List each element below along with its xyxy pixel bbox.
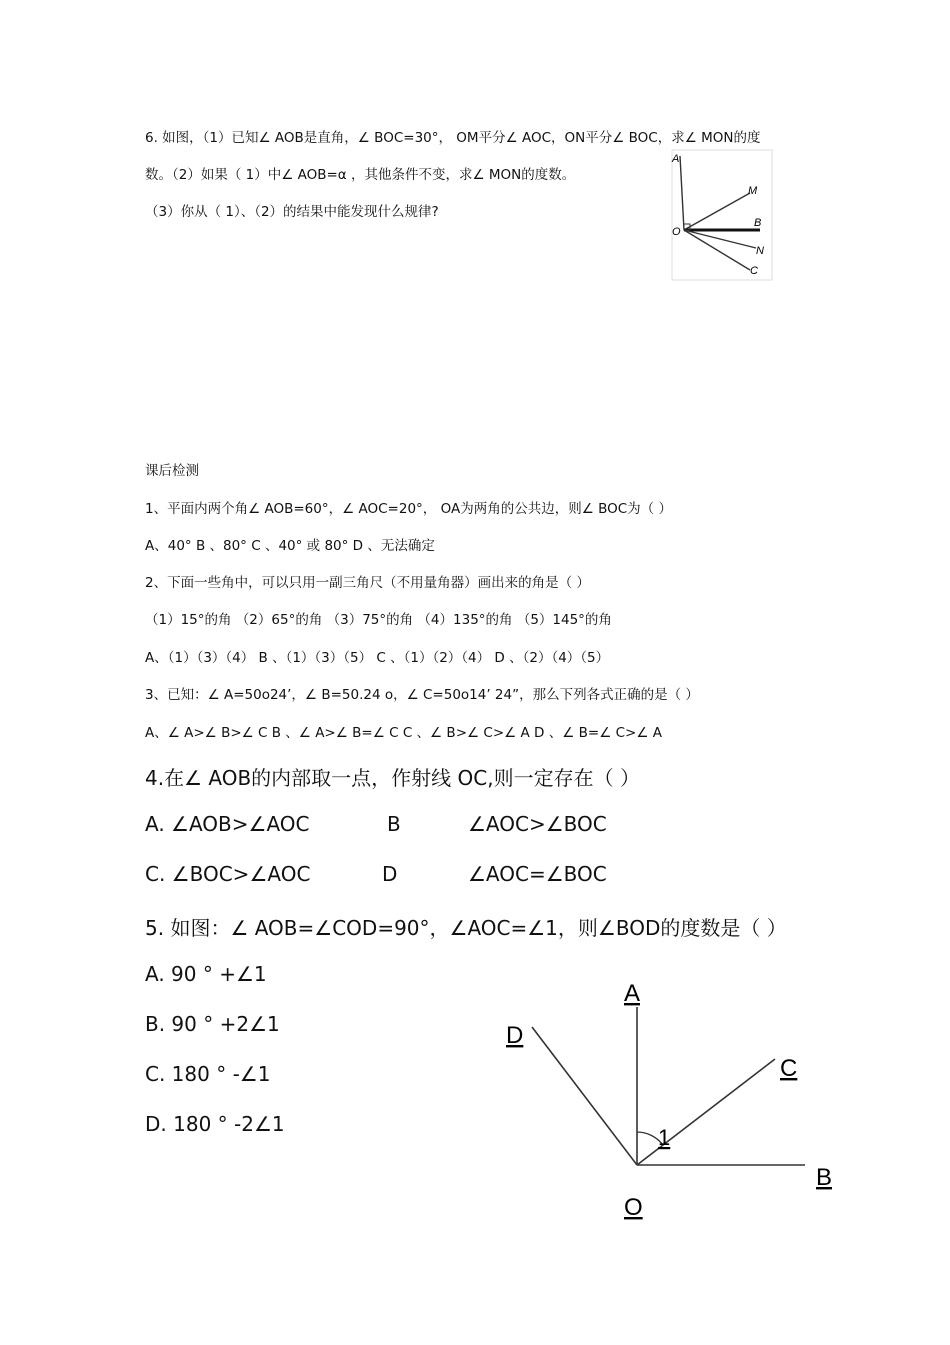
q6-label-b: B [754, 217, 762, 229]
q6-label-m: M [748, 185, 758, 197]
q1-stem: 1、平面内两个角∠ AOB=60°，∠ AOC=20°， OA为两角的公共边，则∠ BOC为（ ） [145, 501, 672, 517]
q5-label-d: D [506, 1022, 524, 1049]
q5-option-b: B. 90 ° +2∠1 [145, 1012, 280, 1036]
section-title: 课后检测 [145, 463, 199, 479]
q6-ray-oc [684, 230, 750, 270]
q5-label-o: O [624, 1194, 643, 1221]
q5-option-c: C. 180 ° -∠1 [145, 1062, 271, 1086]
q6-line3: （3）你从（ 1）、（2）的结果中能发现什么规律? [145, 204, 439, 220]
q5-label-b: B [816, 1164, 833, 1191]
q5-ray-od [532, 1027, 637, 1165]
q5-figure [500, 975, 840, 1225]
q5-label-angle: 1 [658, 1125, 671, 1150]
q3-stem: 3、已知：∠ A=50o24’，∠ B=50.24 o，∠ C=50o14’ 24”，那么下列各式正确的是（ ） [145, 687, 699, 703]
q4-option-d-text: ∠AOC=∠BOC [468, 862, 607, 886]
q6-label-c: C [750, 265, 758, 277]
q2-options: A、（1）（3）（4） B 、（1）（3）（5） C 、（1）（2）（4） D 、（2）（4）（5） [145, 650, 610, 666]
q4-option-b-text: ∠AOC>∠BOC [468, 812, 607, 836]
q4-option-c: C. ∠BOC>∠AOC [145, 862, 311, 886]
q4-option-d-letter: D [382, 862, 398, 886]
q2-stem: 2、下面一些角中，可以只用一副三角尺（不用量角器）画出来的角是（ ） [145, 575, 590, 591]
q2-items: （1）15°的角 （2）65°的角 （3）75°的角 （4）135°的角 （5）145°的角 [145, 612, 612, 628]
q5-label-a: A [624, 980, 641, 1007]
q6-line1: 6. 如图，（1）已知∠ AOB是直角，∠ BOC=30°， OM平分∠ AOC，ON平分∠ BOC，求∠ MON的度 [145, 130, 761, 146]
q6-line2: 数。（2）如果（ 1）中∠ AOB=α ，其他条件不变，求∠ MON的度数。 [145, 167, 576, 183]
q1-options: A、40° B 、80° C 、40° 或 80° D 、无法确定 [145, 538, 435, 554]
q4-option-b-letter: B [387, 812, 401, 836]
q6-ray-on [684, 230, 756, 248]
q6-ray-om [684, 193, 750, 230]
q6-label-a: A [672, 153, 680, 165]
q5-option-a: A. 90 ° +∠1 [145, 962, 267, 986]
q6-ray-oa [680, 156, 684, 230]
q6-figure-frame [672, 150, 772, 280]
q5-option-d: D. 180 ° -2∠1 [145, 1112, 285, 1136]
q6-label-n: N [756, 245, 764, 257]
q4-stem: 4.在∠ AOB的内部取一点，作射线 OC,则一定存在（ ） [145, 766, 640, 790]
q3-options: A、∠ A>∠ B>∠ C B 、∠ A>∠ B=∠ C C 、∠ B>∠ C>∠ A D 、∠ B=∠ C>∠ A [145, 725, 662, 741]
q5-label-c: C [780, 1055, 798, 1082]
q6-figure [668, 148, 778, 283]
q4-option-a: A. ∠AOB>∠AOC [145, 812, 310, 836]
q5-stem: 5. 如图：∠ AOB=∠COD=90°，∠AOC=∠1，则∠BOD的度数是（ ） [145, 916, 787, 940]
q6-label-o: O [672, 226, 681, 238]
